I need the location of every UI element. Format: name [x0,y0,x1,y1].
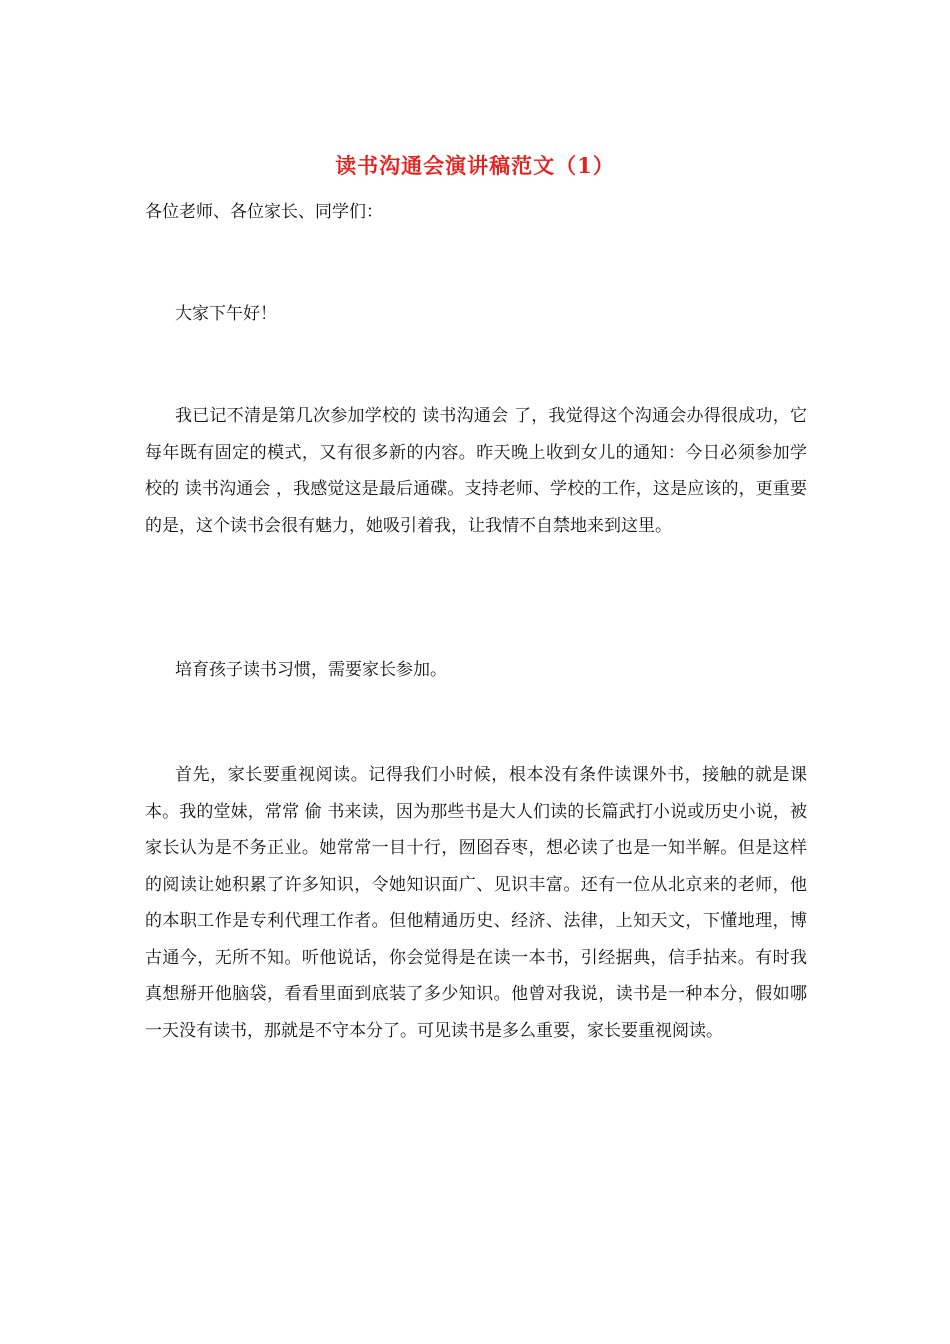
paragraph-introduction: 我已记不清是第几次参加学校的 读书沟通会 了，我觉得这个沟通会办得很成功，它每年既有固定的模式，又有很多新的内容。昨天晚上收到女儿的通知：今日必须参加学校的 读书沟通会 ，我感觉这是最后通碟。支持老师、学校的工作，这是应该的，更重要的是，这个读书会很有魅力，她吸引着我，让我情不自禁地来到这里。 [145,406,807,536]
paragraph-reading-habit: 培育孩子读书习惯，需要家长参加。 [175,660,447,680]
paragraph-first-point: 首先，家长要重视阅读。记得我们小时候，根本没有条件读课外书，接触的就是课本。我的堂妹，常常 偷 书来读，因为那些书是大人们读的长篇武打小说或历史小说，被家长认为是不务正业。她常常一目十行，囫囵吞枣，想必读了也是一知半解。但是这样的阅读让她积累了许多知识，令她知识面广、见识丰富。还有一位从北京来的老师，他的本职工作是专利代理工作者。但他精通历史、经济、法律，上知天文，下懂地理，博古通今，无所不知。听他说话，你会觉得是在读一本书，引经据典，信手拈来。有时我真想掰开他脑袋，看看里面到底装了多少知识。他曾对我说，读书是一种本分，假如哪一天没有读书，那就是不守本分了。可见读书是多么重要，家长要重视阅读。 [145,765,807,1041]
salutation: 各位老师、各位家长、同学们： [145,202,383,222]
paragraph-greeting: 大家下午好！ [175,304,277,324]
document-title: 读书沟通会演讲稿范文（1） [335,153,615,178]
